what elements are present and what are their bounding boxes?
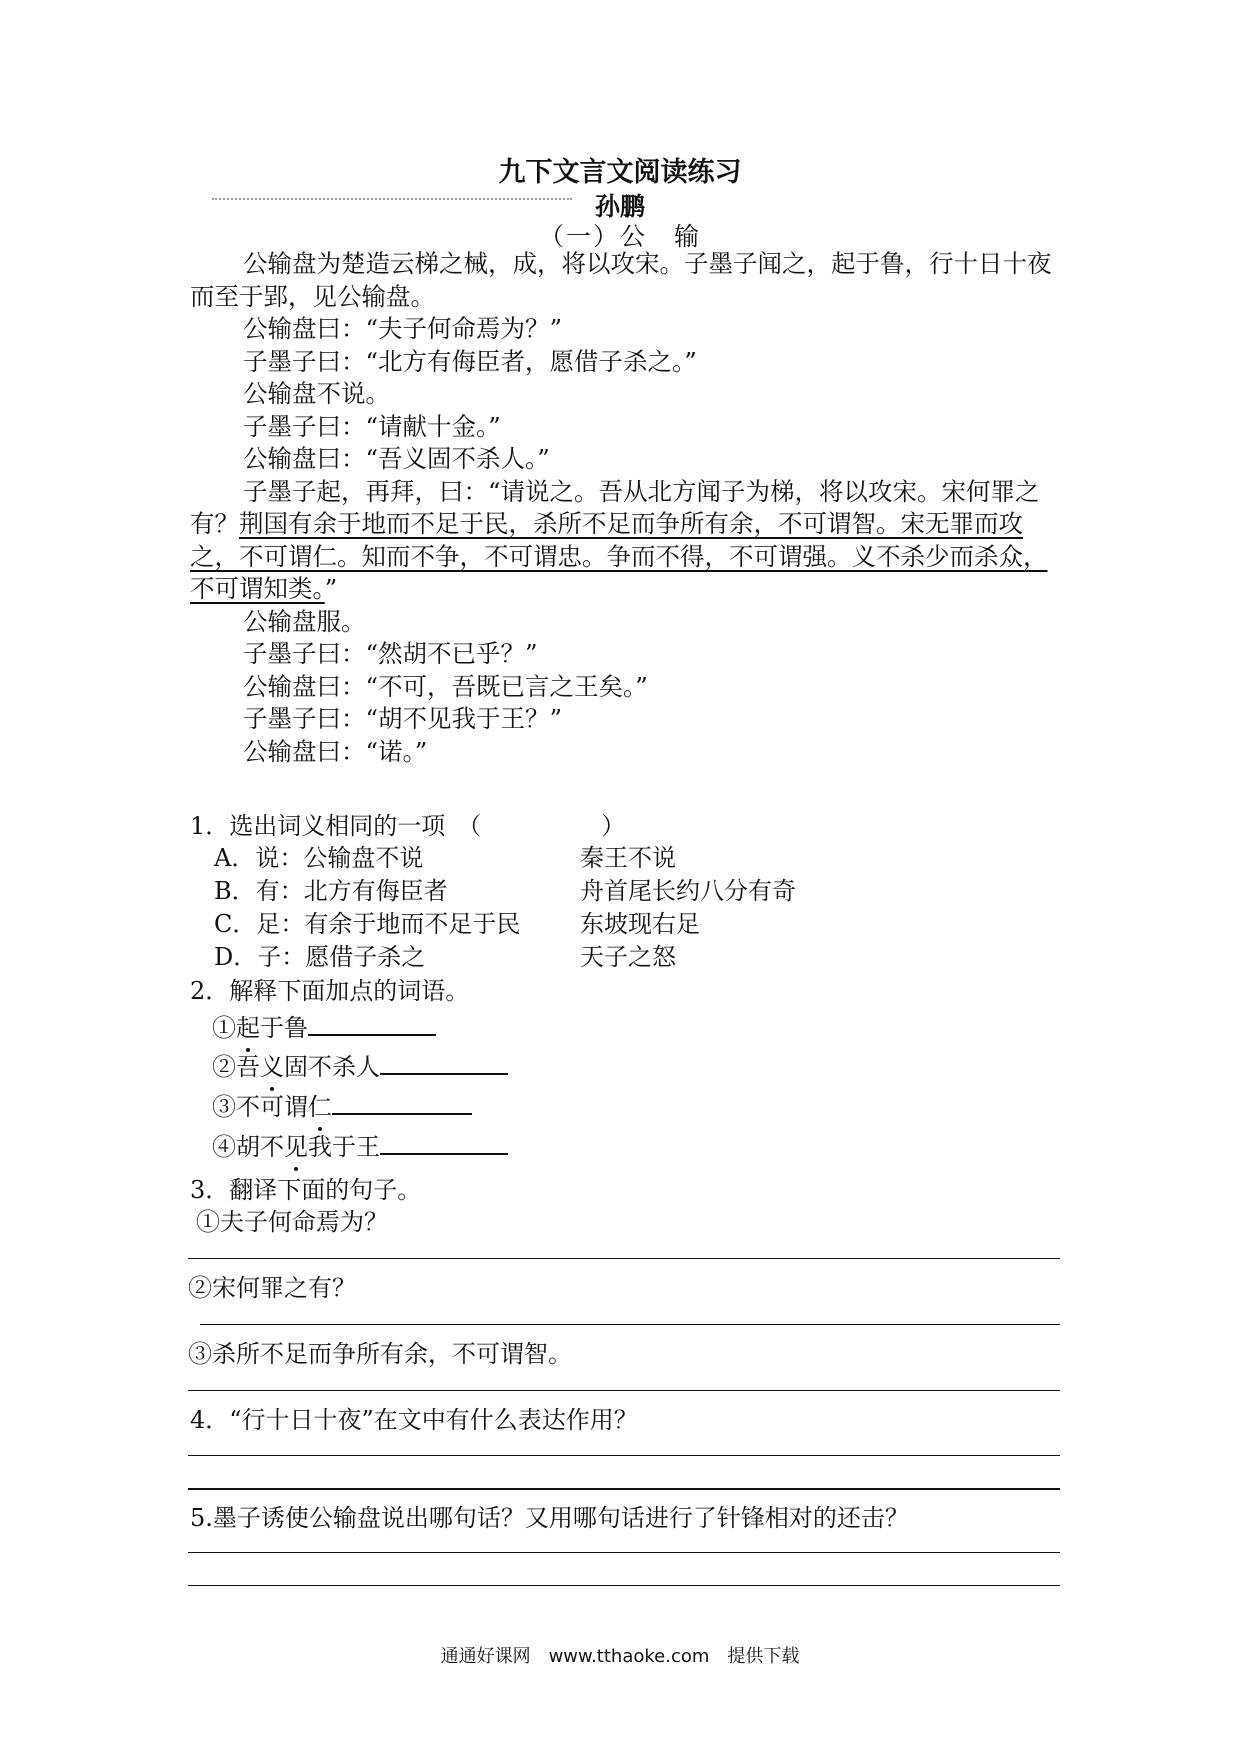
- option-c-left: C．足：有余于地而不足于民: [214, 910, 521, 938]
- passage-paragraph: 公输盘不说。: [243, 379, 390, 408]
- vocab-item-3: [212, 1087, 472, 1122]
- passage-paragraph: 子墨子曰：“然胡不已乎？”: [243, 639, 538, 668]
- option-c-right: 东坡现右足: [580, 910, 700, 938]
- question-5-stem: 5.墨子诱使公输盘说出哪句话？又用哪句话进行了针锋相对的还击？: [190, 1504, 909, 1532]
- option-b-right: 舟首尾长约八分有奇: [580, 877, 796, 905]
- author-name: 孙鹏: [594, 192, 645, 221]
- vocab-item-1: [212, 1008, 436, 1043]
- dotted-word: 见: [284, 1133, 308, 1161]
- question-3-stem: 3．翻译下面的句子。: [190, 1176, 422, 1204]
- item-number: ③: [212, 1093, 236, 1121]
- item-number: ④: [212, 1133, 236, 1161]
- answer-line[interactable]: [188, 1258, 1060, 1259]
- passage-paragraph: 公输盘服。: [243, 606, 366, 636]
- section-heading: （一）公 输: [538, 222, 701, 251]
- passage-text: 子墨子起，再拜，曰：“请说之。吾从北方闻子为梯，将以攻宋。宋何罪之有？: [190, 476, 1040, 538]
- passage-text: ”: [324, 574, 338, 603]
- underlined-passage: 荆国有余于地而不足于民，杀所不足而争所有余，不可谓智。宋无罪而攻之，不可谓仁。知而不争，不可谓忠。争而不得，不可谓强。义不杀少而杀众，不可谓知类。: [190, 509, 1048, 603]
- passage-paragraph: 公输盘曰：“夫子何命焉为？”: [243, 314, 563, 343]
- vocab-item-4: [212, 1127, 508, 1162]
- item-text: 我于王: [308, 1133, 380, 1161]
- passage-paragraph: 公输盘曰：“吾义固不杀人。”: [243, 444, 550, 473]
- item-number: ②: [212, 1053, 236, 1081]
- answer-line[interactable]: [188, 1585, 1060, 1586]
- answer-blank[interactable]: [380, 1053, 508, 1075]
- translate-item-3: ③杀所不足而争所有余，不可谓智。: [188, 1340, 572, 1368]
- dotted-word: 仁: [308, 1093, 332, 1121]
- classical-passage: [190, 248, 1060, 768]
- passage-paragraph: 子墨子曰：“北方有侮臣者，愿借子杀之。”: [243, 346, 697, 376]
- question-4-stem: 4．“行十日十夜”在文中有什么表达作用？: [190, 1406, 638, 1434]
- passage-paragraph: [190, 476, 1060, 606]
- page-title: 九下文言文阅读练习: [498, 157, 742, 188]
- question-2-stem: 2．解释下面加点的词语。: [190, 977, 470, 1005]
- item-text: 胡不: [236, 1133, 284, 1161]
- option-b-left: B．有：北方有侮臣者: [214, 877, 448, 905]
- footer-text: 通通好课网 www.tthaoke.com 提供下载: [440, 1646, 800, 1667]
- passage-paragraph: 子墨子曰：“胡不见我于王？”: [243, 704, 563, 733]
- answer-line[interactable]: [188, 1488, 1060, 1490]
- passage-paragraph: 子墨子曰：“请献十金。”: [243, 411, 501, 441]
- passage-paragraph: 公输盘曰：“诺。”: [243, 736, 428, 766]
- answer-blank[interactable]: [308, 1014, 436, 1036]
- answer-blank[interactable]: [332, 1093, 472, 1115]
- translate-item-2: ②宋何罪之有？: [188, 1274, 356, 1302]
- answer-line[interactable]: [200, 1324, 1060, 1325]
- passage-paragraph: 公输盘为楚造云梯之械，成，将以攻宋。子墨子闻之，起于鲁，行十日十夜而至于郢，见公输盘。: [190, 249, 1052, 311]
- option-a-right: 秦王不说: [580, 844, 676, 872]
- question-1-stem: 1．选出词义相同的一项 （ ）: [190, 812, 626, 840]
- answer-line[interactable]: [188, 1390, 1060, 1391]
- dotted-word: 义: [260, 1053, 284, 1081]
- item-text: 吾: [236, 1053, 260, 1081]
- dotted-word: 起: [236, 1014, 260, 1042]
- option-d-right: 天子之怒: [580, 943, 676, 971]
- vocab-item-2: [212, 1047, 508, 1082]
- item-text: 于鲁: [260, 1014, 308, 1042]
- answer-blank[interactable]: [380, 1133, 508, 1155]
- option-a-left: A．说：公输盘不说: [214, 844, 424, 872]
- item-number: ①: [212, 1014, 236, 1042]
- item-text: 固不杀人: [284, 1053, 380, 1081]
- answer-line[interactable]: [188, 1552, 1060, 1553]
- option-d-left: D．子：愿借子杀之: [214, 943, 426, 971]
- passage-paragraph: 公输盘曰：“不可，吾既已言之王矣。”: [243, 671, 648, 701]
- item-text: 不可谓: [236, 1093, 308, 1121]
- translate-item-1: ①夫子何命焉为？: [196, 1208, 388, 1236]
- answer-line[interactable]: [188, 1455, 1060, 1456]
